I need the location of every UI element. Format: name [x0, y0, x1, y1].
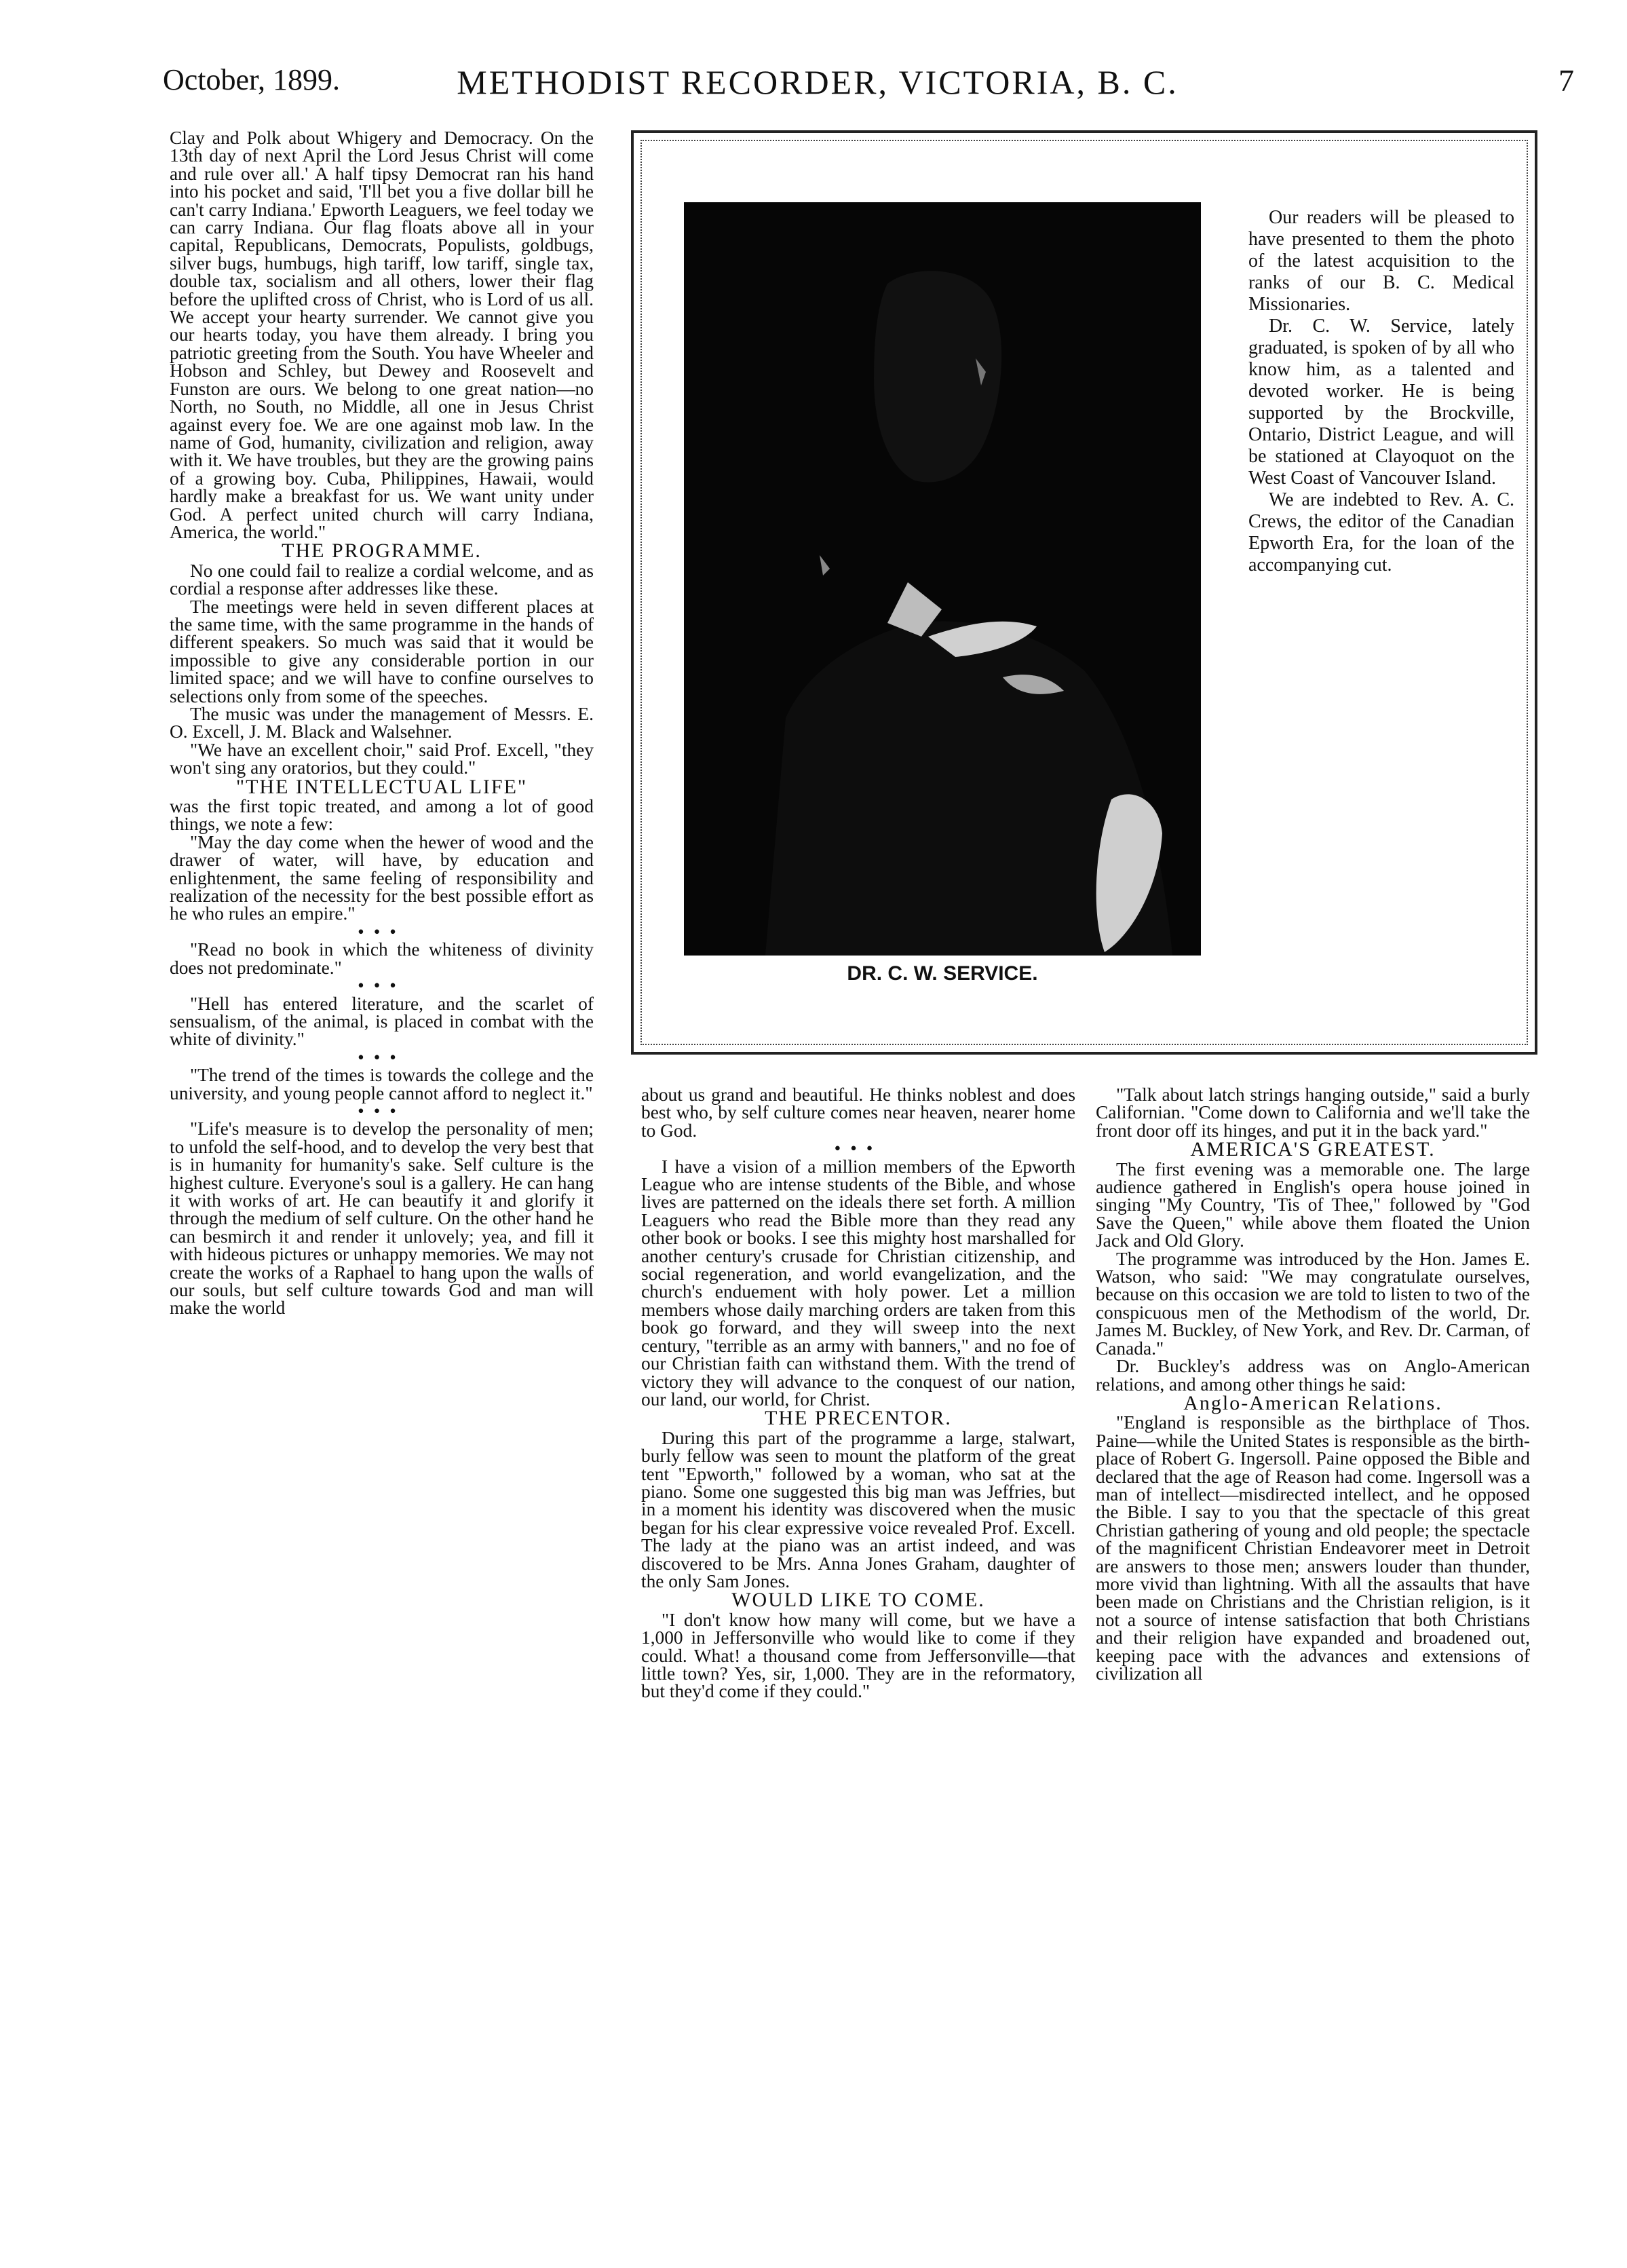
paragraph: The programme was introduced by the Hon. James E. Watson, who said: "We may congratulate ourselves, because on this occasion we are told to listen to two of the conspicuous men of the Methodism of the world, Dr. James M. Buckley, of New York, and Rev. Dr. Carman, of Canada."	[1096, 1248, 1530, 1359]
paragraph: I have a vision of a million members of the Epworth League who are intense students of the Bible, and whose lives are patterned on the ideals there set forth. A million Leaguers who read the Bible more than they read any other book or books. I see this mighty host marshalled for another century's crusade for Christian citizenship, and social regeneration, and world evangelization, and the church's enduement with holy power. Let a million members whose daily marching orders are taken from this book go forward, and they will sweep into the next century, "terrible as an army with banners," and no foe of our Christian faith can withstand them. With the trend of victory they will advance to the conquest of our nation, our land, our world, for Christ.	[641, 1156, 1075, 1410]
column-3	[1096, 1086, 1530, 1682]
paragraph: During this part of the programme a large, stalwart, burly fellow was seen to mount the platform of the great tent "Epworth," followed by a woman, who sat at the piano. Some one suggested this big man was Jeffries, but in a moment his identity was discovered when the music began for his clear expressive voice revealed Prof. Excell. The lady at the piano was an artist indeed, and was discovered to be Mrs. Anna Jones Graham, daughter of the only Sam Jones.	[641, 1427, 1075, 1591]
paragraph: Clay and Polk about Whigery and Democracy. On the 13th day of next April the Lord Jesus Christ will come and rule over all.' A half tipsy Democrat ran his hand into his pocket and said, 'I'll bet you a five dollar bill he can't carry Indiana.' Epworth Leaguers, we feel today we can carry Indiana. Our flag floats above all in your capital, Republicans, Democrats, Populists, goldbugs, silver bugs, humbugs, high tariff, low tariff, single tax, double tax, socialism and all others, lower their flag before the uplifted cross of Christ, who is Lord of us all. We accept your hearty surrender. We cannot give you our hearts today, you have them already. I bring you patriotic greeting from the South. You have Wheeler and Hobson and Schley, but Dewey and Roosevelt and Funston are ours. We belong to one great nation—no North, no South, no Middle, all one in Jesus Christ against every foe. We are one against mob law. In the name of God, humanity, civilization and religion, away with it. We have troubles, but they are the growing pains of a growing boy. Cuba, Philippines, Hawaii, would hardly make a breakfast for us. We want unity under God. A perfect united church will carry Indiana, America, the world."	[170, 128, 594, 542]
paragraph: "Life's measure is to develop the personality of men; to unfold the self-hood, and to develop the very best that is in humanity for humanity's sake. Self culture is the highest culture. Everyone's soul is a gallery. He can hang it with works of art. He can beautify it and glorify it through the medium of self culture. On the other hand he can besmirch it and render it unlovely; yea, and fill it with hideous pictures or unhappy memories. We may not create the works of a Raphael to hang upon the walls of our souls, but self culture towards God and man will make the world	[170, 1118, 594, 1319]
section-divider: •••	[358, 975, 406, 996]
paragraph: "Hell has entered literature, and the scarlet of sensualism, of the animal, is placed in combat with the white of divinity."	[170, 993, 594, 1050]
page-number: 7	[1558, 63, 1574, 98]
newspaper-title: METHODIST RECORDER, VICTORIA, B. C.	[457, 63, 1179, 101]
paragraph: The meetings were held in seven different places at the same time, with the same programme in the hands of different speakers. So much was said that it would be impossible to give any considerable portion in our limited space; and we will have to confine ourselves to selections only from some of the speeches.	[170, 596, 594, 706]
sidebar-paragraph: Our readers will be pleased to have presented to them the photo of the latest acquisition to the ranks of our B. C. Medical Missionaries.	[1248, 207, 1514, 315]
paragraph: "England is responsible as the birthplace of Thos. Paine—while the United States is responsible as the birth-place of Robert G. Ingersoll. Paine opposed the Bible and declared that the age of Reason had come. Ingersoll was a man of intellect—misdirected intellect, and he opposed the Bible. I say to you that the spectacle of this great Christian gathering of young and old people; the spectacle of the magnificent Christian Endeavorer meet in Detroit are answers to those men; answers louder than thunder, more vivid than lightning. With all the assaults that have been made on Christians and the Christian religion, is it not a source of intense satisfaction that both Christians and their religion have expanded and broadened out, keeping pace with the advances and extensions of civilization all	[1096, 1412, 1530, 1684]
paragraph: "The trend of the times is towards the college and the university, and young people cannot afford to neglect it."	[170, 1065, 594, 1103]
portrait-photo	[684, 202, 1201, 956]
paragraph: "Talk about latch strings hanging outside," said a burly Californian. "Come down to California and we'll take the front door off its hinges, and put it in the back yard."	[1096, 1084, 1530, 1141]
section-heading: Anglo-American Relations.	[1183, 1391, 1442, 1414]
paragraph: No one could fail to realize a cordial welcome, and as cordial a response after addresses like these.	[170, 560, 594, 599]
section-heading: THE PROGRAMME.	[282, 540, 482, 563]
portrait-figure	[684, 202, 1201, 956]
section-heading: "THE INTELLECTUAL LIFE"	[235, 775, 528, 798]
column-2	[641, 1086, 1075, 1701]
paragraph: "May the day come when the hewer of wood and the drawer of water, will have, by education and enlightenment, the same feeling of responsibility and realization of the necessity for the best possible effort as he who rules an empire."	[170, 831, 594, 924]
section-heading: WOULD LIKE TO COME.	[731, 1589, 985, 1612]
paragraph: "Read no book in which the whiteness of divinity does not predominate."	[170, 939, 594, 978]
section-divider: •••	[358, 1046, 406, 1067]
section-heading: THE PRECENTOR.	[765, 1407, 952, 1430]
section-divider: •••	[834, 1138, 883, 1159]
masthead	[61, 62, 1574, 110]
paragraph: about us grand and beautiful. He thinks noblest and does best who, by self culture comes near heaven, nearer home to God.	[641, 1084, 1075, 1141]
paragraph: The first evening was a memorable one. The large audience gathered in English's opera house joined in singing "My Country, 'Tis of Thee," followed by "God Save the Queen," while above them floated the Union Jack and Old Glory.	[1096, 1158, 1530, 1251]
paragraph: "We have an excellent choir," said Prof. Excell, "they won't sing any oratorios, but they could."	[170, 739, 594, 778]
section-divider: •••	[358, 1100, 406, 1121]
column-1	[170, 129, 594, 1317]
portrait-caption: DR. C. W. SERVICE.	[847, 962, 1038, 985]
section-heading: AMERICA'S GREATEST.	[1190, 1138, 1436, 1161]
sidebar-paragraph: Dr. C. W. Service, lately graduated, is spoken of by all who know him, as a talented and devoted worker. He is being supported by the Brockville, Ontario, District League, and will be stationed at Clayoquot on the West Coast of Vancouver Island.	[1248, 316, 1514, 489]
sidebar-paragraph: We are indebted to Rev. A. C. Crews, the editor of the Canadian Epworth Era, for the loan of the accompanying cut.	[1248, 489, 1514, 575]
paragraph: Dr. Buckley's address was on Anglo-American relations, and among other things he said:	[1096, 1356, 1530, 1395]
paragraph: was the first topic treated, and among a lot of good things, we note a few:	[170, 796, 594, 835]
paragraph: "I don't know how many will come, but we have a 1,000 in Jeffersonville who would like to come if they could. What! a thousand come from Jeffersonville—that little town? Yes, sir, 1,000. They are in the reformatory, but they'd come if they could."	[641, 1609, 1075, 1702]
feature-sidebar	[1248, 207, 1514, 576]
paragraph: The music was under the management of Messrs. E. O. Excell, J. M. Black and Walsehner.	[170, 704, 594, 742]
section-divider: •••	[358, 921, 406, 942]
issue-date: October, 1899.	[163, 63, 340, 96]
